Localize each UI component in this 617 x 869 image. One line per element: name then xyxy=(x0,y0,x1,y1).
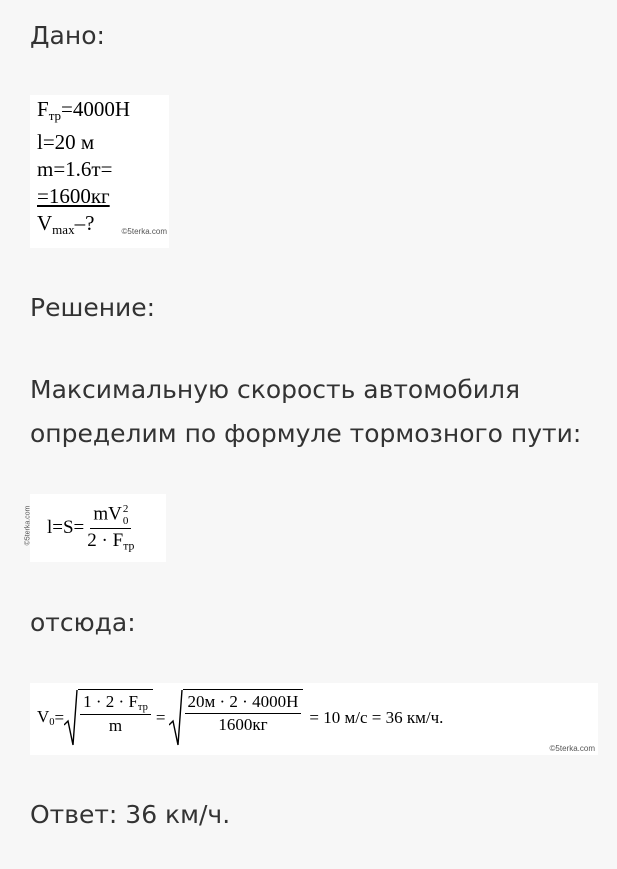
given-length: l=20 м xyxy=(37,129,95,154)
hence-text: отсюда: xyxy=(30,608,136,637)
equals-sign: = xyxy=(54,708,65,727)
watermark: ©5terka.com xyxy=(24,505,32,546)
formula-fraction: mV 2 0 $2 \cdot F_{тр}$ xyxy=(87,502,135,553)
velocity-symbol: $V_0$ xyxy=(37,707,55,729)
given-mass: m=1.6т= xyxy=(37,156,113,181)
solution-heading: Решение: xyxy=(30,293,156,322)
given-mass-converted: =1600кг xyxy=(37,183,110,208)
given-image xyxy=(30,95,169,248)
explanation-text: Максимальную скорость автомобиля определим по формуле тормозного пути: xyxy=(30,375,582,448)
formula-braking-distance xyxy=(24,494,166,562)
formula-lhs: l=S= xyxy=(47,517,85,538)
velocity-result: = 10 м/с = 36 км/ч. xyxy=(309,708,444,727)
equals-sign: = xyxy=(155,708,166,727)
given-force: $F_{тр}=4000Н$ xyxy=(37,97,131,123)
watermark: ©5terka.com xyxy=(549,744,595,753)
sqrt-symbolic: $\frac{1 \cdot 2 \cdot F_{тр}}{m}$ xyxy=(64,689,153,747)
answer-text: Ответ: 36 км/ч. xyxy=(30,800,231,829)
sqrt-numeric: $\frac{20м \cdot 2 \cdot 4000Н}{1600кг}$ xyxy=(169,689,304,747)
watermark: ©5terka.com xyxy=(121,227,167,236)
given-heading: Дано: xyxy=(30,21,105,50)
given-unknown: $V_{max}-$? xyxy=(37,210,95,237)
formula-velocity xyxy=(30,683,598,755)
